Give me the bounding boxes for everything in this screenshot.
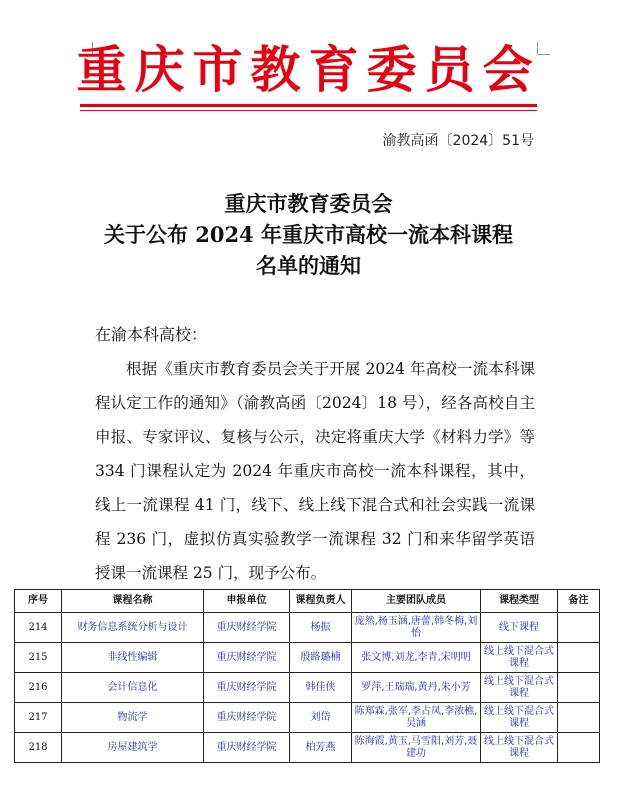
cell-members: 陈郑霖,张军,李占凤,李浓樵,吴涵: [352, 703, 481, 733]
cell-leader: 韩佳侠: [290, 673, 352, 703]
cell-leader: 殷路璐楠: [290, 643, 352, 673]
notice-title: [0, 188, 617, 281]
cell-course: 财务信息系统分析与设计: [62, 613, 204, 643]
cell-members: 张文博,刘龙,李青,宋明明: [352, 643, 481, 673]
col-header-type: 课程类型: [481, 590, 558, 613]
notice-title-line-2: 关于公布 2024 年重庆市高校一流本科课程: [103, 222, 514, 247]
cell-type: 线下课程: [481, 613, 558, 643]
letterhead-title: 重庆市教育委员会: [76, 41, 541, 99]
cell-type: 线上线下混合式课程: [481, 643, 558, 673]
notice-title-line-3: 名单的通知: [256, 253, 361, 278]
cell-leader: 刘岱: [290, 703, 352, 733]
letterhead-rule-thin: [80, 110, 537, 111]
cell-no: 217: [15, 703, 62, 733]
cell-members: 庞然,杨玉涵,唐蕾,韩冬梅,刘怡: [352, 613, 481, 643]
cell-note: [558, 673, 600, 703]
cell-members: 罗萍,王瑞瑞,黄丹,朱小芳: [352, 673, 481, 703]
cell-no: 216: [15, 673, 62, 703]
col-header-leader: 课程负责人: [290, 590, 352, 613]
table-row: [15, 613, 600, 643]
letterhead-rule-thick: [80, 104, 537, 107]
cell-members: 陈海霞,黄玉,马雪阳,刘芳,聂建功: [352, 733, 481, 763]
col-header-course: 课程名称: [62, 590, 204, 613]
table-row: [15, 643, 600, 673]
document-number: 渝教高函〔2024〕51号: [382, 133, 534, 149]
cell-type: 线上线下混合式课程: [481, 673, 558, 703]
cell-unit: 重庆财经学院: [204, 703, 290, 733]
col-header-note: 备注: [558, 590, 600, 613]
cell-type: 线上线下混合式课程: [481, 703, 558, 733]
cell-no: 218: [15, 733, 62, 763]
cell-type: 线上线下混合式课程: [481, 733, 558, 763]
cell-note: [558, 613, 600, 643]
cell-course: 会计信息化: [62, 673, 204, 703]
salutation: 在渝本科高校：: [95, 325, 208, 344]
col-header-members: 主要团队成员: [352, 590, 481, 613]
cell-note: [558, 703, 600, 733]
cell-course: 物流学: [62, 703, 204, 733]
cell-no: 214: [15, 613, 62, 643]
cell-note: [558, 733, 600, 763]
cell-leader: 杨振: [290, 613, 352, 643]
table-row: [15, 703, 600, 733]
cell-unit: 重庆财经学院: [204, 643, 290, 673]
cell-course: 房屋建筑学: [62, 733, 204, 763]
table-row: [15, 733, 600, 763]
col-header-no: 序号: [15, 590, 62, 613]
course-table: [14, 589, 600, 763]
table-row: [15, 673, 600, 703]
col-header-unit: 申报单位: [204, 590, 290, 613]
notice-title-line-1: 重庆市教育委员会: [224, 191, 393, 216]
body-paragraph: 根据《重庆市教育委员会关于开展 2024 年高校一流本科课程认定工作的通知》（渝教高函〔2024〕18 号），经各高校自主申报、专家评议、复核与公示，决定将重庆大学《材料力学》等 334 门课程认定为 2024 年重庆市高校一流本科课程，其中，线上一流课程 41 门，线下、线上线下混合式和社会实践一流课程 236 门，虚拟仿真实验教学一流课程 32 门和来华留学英语授课一流课程 25 门，现予公布。: [95, 360, 535, 582]
cell-no: 215: [15, 643, 62, 673]
cell-course: 非线性编辑: [62, 643, 204, 673]
table-header-row: [15, 590, 600, 613]
cell-unit: 重庆财经学院: [204, 673, 290, 703]
cell-note: [558, 643, 600, 673]
cell-leader: 柏芳燕: [290, 733, 352, 763]
cell-unit: 重庆财经学院: [204, 613, 290, 643]
cell-unit: 重庆财经学院: [204, 733, 290, 763]
